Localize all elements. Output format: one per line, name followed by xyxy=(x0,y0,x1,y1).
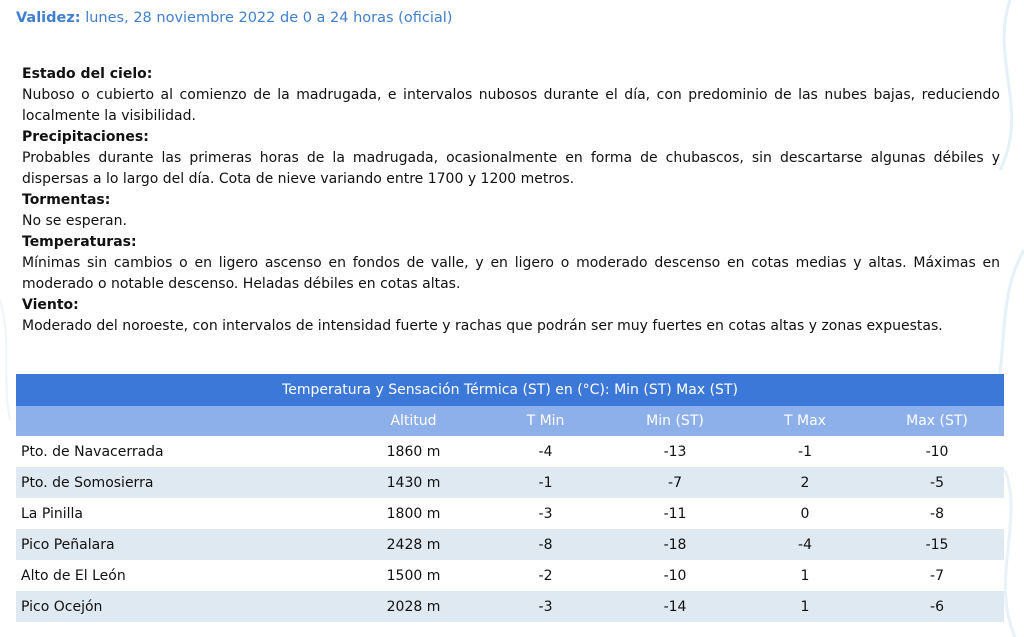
cell-t-max: 2 xyxy=(740,467,870,498)
cell-t-min: -3 xyxy=(481,498,610,529)
cell-t-min: -8 xyxy=(481,529,610,560)
cell-max-st: -8 xyxy=(870,498,1004,529)
cell-min-st: -11 xyxy=(610,498,740,529)
cell-altitude: 2028 m xyxy=(346,591,481,622)
wind-title: Viento: xyxy=(22,297,79,313)
cell-altitude: 1860 m xyxy=(346,436,481,467)
cell-t-max: -1 xyxy=(740,436,870,467)
cell-location: Pico Ocejón xyxy=(16,591,346,622)
cell-location: Alto de El León xyxy=(16,560,346,591)
cell-t-min: -2 xyxy=(481,560,610,591)
storms-title: Tormentas: xyxy=(22,192,111,208)
cell-t-max: 1 xyxy=(740,591,870,622)
cell-min-st: -13 xyxy=(610,436,740,467)
table-row xyxy=(16,529,1004,560)
header-max-st: Max (ST) xyxy=(870,406,1004,436)
precipitation-title: Precipitaciones: xyxy=(22,129,149,145)
validity-label: Validez: xyxy=(16,10,81,26)
table-caption: Temperatura y Sensación Térmica (ST) en (°C): Min (ST) Max (ST) xyxy=(16,374,1004,406)
cell-max-st: -7 xyxy=(870,560,1004,591)
table-row xyxy=(16,498,1004,529)
cell-min-st: -10 xyxy=(610,560,740,591)
cell-max-st: -6 xyxy=(870,591,1004,622)
cell-min-st: -14 xyxy=(610,591,740,622)
table-row xyxy=(16,467,1004,498)
cell-t-max: -4 xyxy=(740,529,870,560)
cell-max-st: -10 xyxy=(870,436,1004,467)
cell-altitude: 2428 m xyxy=(346,529,481,560)
cell-t-max: 0 xyxy=(740,498,870,529)
header-altitude: Altitud xyxy=(346,406,481,436)
cell-t-min: -1 xyxy=(481,467,610,498)
header-t-min: T Min xyxy=(481,406,610,436)
precipitation-text: Probables durante las primeras horas de la madrugada, ocasionalmente en forma de chubascos, sin descartarse algunas débiles y dispersas a lo largo del día. Cota de nieve variando entre 1700 y 1200 metros. xyxy=(22,150,1000,187)
validity-value: lunes, 28 noviembre 2022 de 0 a 24 horas (oficial) xyxy=(85,10,453,26)
table-row xyxy=(16,436,1004,467)
table-header-row xyxy=(16,406,1004,436)
temperature-table xyxy=(16,374,1004,622)
cell-altitude: 1800 m xyxy=(346,498,481,529)
cell-t-max: 1 xyxy=(740,560,870,591)
cell-t-min: -4 xyxy=(481,436,610,467)
table-caption-row xyxy=(16,374,1004,406)
header-location xyxy=(16,406,346,436)
temperatures-text: Mínimas sin cambios o en ligero ascenso en fondos de valle, y en ligero o moderado descenso en cotas medias y altas. Máximas en moderado o notable descenso. Heladas débiles en cotas altas. xyxy=(22,255,1000,292)
temperature-table-container xyxy=(16,374,1004,622)
table-row xyxy=(16,591,1004,622)
sky-state-title: Estado del cielo: xyxy=(22,66,153,82)
cell-location: Pto. de Navacerrada xyxy=(16,436,346,467)
forecast-text xyxy=(22,64,1000,337)
cell-max-st: -15 xyxy=(870,529,1004,560)
cell-max-st: -5 xyxy=(870,467,1004,498)
cell-altitude: 1500 m xyxy=(346,560,481,591)
cell-location: Pico Peñalara xyxy=(16,529,346,560)
temperatures-title: Temperaturas: xyxy=(22,234,137,250)
cell-min-st: -18 xyxy=(610,529,740,560)
cell-location: Pto. de Somosierra xyxy=(16,467,346,498)
cell-location: La Pinilla xyxy=(16,498,346,529)
wind-text: Moderado del noroeste, con intervalos de intensidad fuerte y rachas que podrán ser muy fuertes en cotas altas y zonas expuestas. xyxy=(22,318,943,334)
header-t-max: T Max xyxy=(740,406,870,436)
cell-t-min: -3 xyxy=(481,591,610,622)
header-min-st: Min (ST) xyxy=(610,406,740,436)
table-row xyxy=(16,560,1004,591)
storms-text: No se esperan. xyxy=(22,213,127,229)
validity-line xyxy=(16,10,452,26)
sky-state-text: Nuboso o cubierto al comienzo de la madrugada, e intervalos nubosos durante el día, con predominio de las nubes bajas, reduciendo localmente la visibilidad. xyxy=(22,87,1000,124)
cell-min-st: -7 xyxy=(610,467,740,498)
cell-altitude: 1430 m xyxy=(346,467,481,498)
